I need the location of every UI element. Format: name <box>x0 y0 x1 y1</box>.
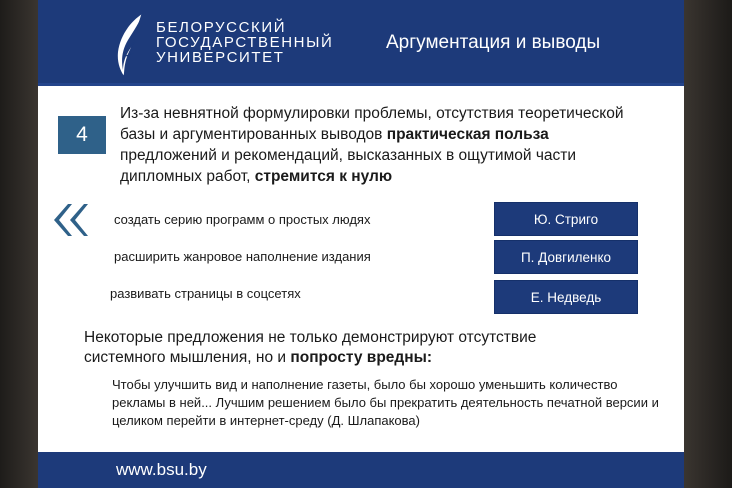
quote-mark-icon <box>50 200 90 240</box>
background-left <box>0 0 38 488</box>
proposal-item: расширить жанровое наполнение издания <box>114 249 371 264</box>
conclusion-text: Некоторые предложения не только демонстрируют отсутствие системного мышления, но и <box>84 329 537 366</box>
proposal-item: развивать страницы в соцсетях <box>110 286 301 301</box>
slide-title: Аргументация и выводы <box>386 32 601 53</box>
point-number-badge: 4 <box>58 116 106 154</box>
student-quote: Чтобы улучшить вид и наполнение газеты, было бы хорошо уменьшить количество рекламы в ней... Лучшим решением было бы прекратить деятельность печатной версии и целиком перейти в интернет-среду (Д. Шлапакова) <box>112 377 659 428</box>
background-right <box>684 0 732 488</box>
logo-line: ГОСУДАРСТВЕННЫЙ <box>156 34 334 51</box>
website-url: www.bsu.by <box>116 460 207 479</box>
conclusion-bold-text: попросту вредны: <box>290 349 433 366</box>
author-label: Е. Недведь <box>494 280 638 314</box>
author-label: Ю. Стриго <box>494 202 638 236</box>
slide <box>38 0 684 488</box>
logo-line: БЕЛОРУССКИЙ <box>156 19 287 36</box>
proposal-item: создать серию программ о простых людях <box>114 212 371 227</box>
intro-text: предложений и рекомендаций, высказанных в ощутимой части дипломных работ, <box>120 147 577 185</box>
slide-header <box>38 0 684 86</box>
slide-footer <box>38 452 684 488</box>
intro-text: Из-за невнятной формулировки проблемы, отсутствия теоретической базы и аргументированных выводов <box>120 105 624 143</box>
intro-bold-text: стремится к нулю <box>254 168 393 185</box>
intro-bold-text: практическая польза <box>386 126 549 143</box>
intro-paragraph <box>120 103 640 187</box>
university-logo-text <box>156 20 333 65</box>
author-label: П. Довгиленко <box>494 240 638 274</box>
feather-icon <box>112 12 148 78</box>
conclusion-paragraph <box>84 328 604 368</box>
logo-line: УНИВЕРСИТЕТ <box>156 49 285 66</box>
